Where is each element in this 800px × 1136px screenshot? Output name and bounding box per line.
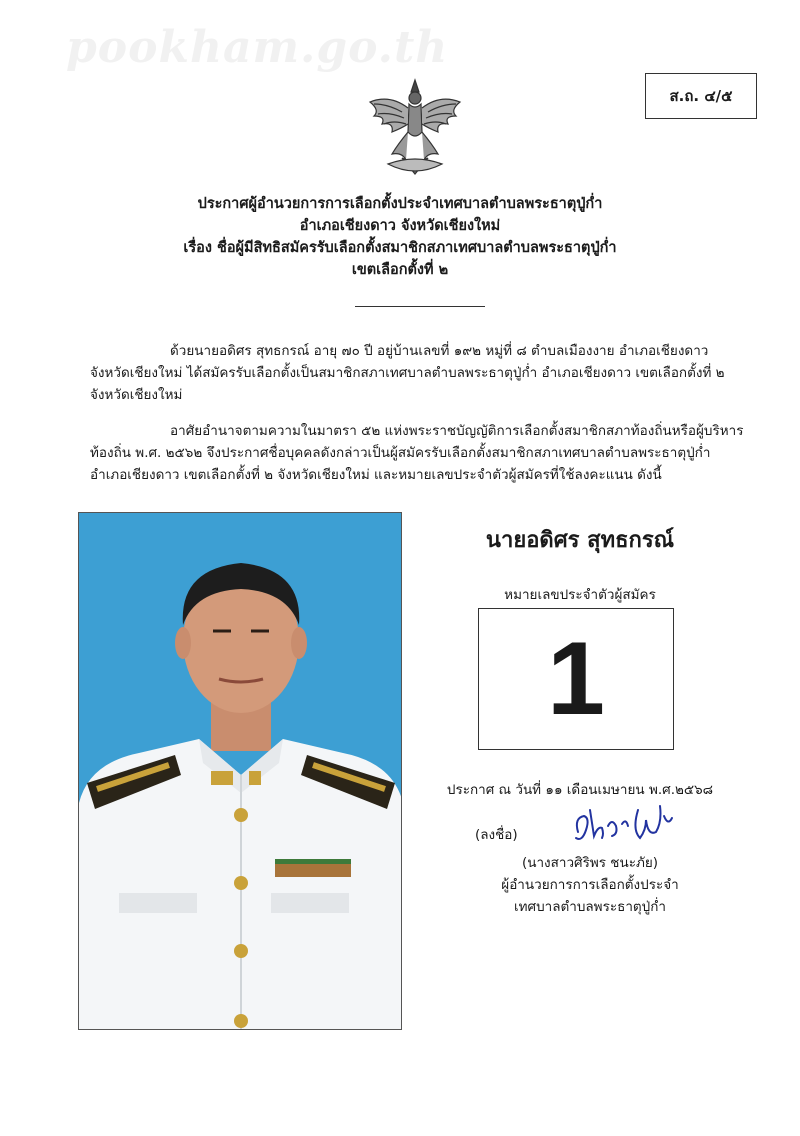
signature-label: (ลงชื่อ)	[475, 827, 518, 843]
candidate-number: 1	[547, 620, 605, 737]
signer-block	[470, 852, 710, 918]
form-code-box	[645, 73, 757, 119]
garuda-emblem-icon	[362, 74, 468, 180]
signer-name: (นางสาวศิริพร ชนะภัย)	[521, 855, 659, 871]
paragraph-legal-basis	[90, 420, 744, 486]
heading-line-4: เขตเลือกตั้งที่ ๒	[351, 262, 449, 278]
paragraph-1-line-3: จังหวัดเชียงใหม่	[90, 387, 183, 403]
paragraph-2-line-2: ท้องถิ่น พ.ศ. ๒๕๖๒ จึงประกาศชื่อบุคคลดังกล่าวเป็นผู้สมัครรับเลือกตั้งสมาชิกสภาเทศบาลตำบลพระธาตุปู่ก่ำ	[90, 445, 711, 461]
announcement-heading	[0, 193, 800, 281]
candidate-number-box	[478, 608, 674, 750]
candidate-photo	[78, 512, 402, 1030]
announcement-date: ประกาศ ณ วันที่ ๑๑ เดือนเมษายน พ.ศ.๒๕๖๘	[446, 782, 714, 798]
paragraph-1-line-1: ด้วยนายอดิศร สุทธกรณ์ อายุ ๗๐ ปี อยู่บ้านเลขที่ ๑๙๒ หมู่ที่ ๘ ตำบลเมืองงาย อำเภอเชียงดาว	[170, 343, 709, 359]
candidate-number-label: หมายเลขประจำตัวผู้สมัคร	[504, 587, 656, 603]
candidate-portrait-image	[79, 513, 402, 1030]
heading-line-1: ประกาศผู้อำนวยการการเลือกตั้งประจำเทศบาลตำบลพระธาตุปู่ก่ำ	[197, 196, 603, 212]
handwritten-signature	[568, 796, 678, 852]
paragraph-1-line-2: จังหวัดเชียงใหม่ ได้สมัครรับเลือกตั้งเป็นสมาชิกสภาเทศบาลตำบลพระธาตุปู่ก่ำ อำเภอเชียงดาว เขตเลือกตั้งที่ ๒	[90, 365, 725, 381]
heading-divider	[355, 306, 485, 307]
paragraph-2-line-3: อำเภอเชียงดาว เขตเลือกตั้งที่ ๒ จังหวัดเชียงใหม่ และหมายเลขประจำตัวผู้สมัครที่ใช้ลงคะแนน ดังนี้	[90, 467, 662, 483]
signer-title-line-2: เทศบาลตำบลพระธาตุปู่ก่ำ	[513, 899, 666, 915]
heading-line-2: อำเภอเชียงดาว จังหวัดเชียงใหม่	[299, 218, 501, 234]
candidate-name: นายอดิศร สุทธกรณ์	[485, 528, 675, 553]
paragraph-candidate-info	[90, 340, 730, 406]
signer-title-line-1: ผู้อำนวยการการเลือกตั้งประจำ	[501, 877, 679, 893]
watermark-text: pookham.go.th	[66, 22, 449, 73]
paragraph-2-line-1: อาศัยอำนาจตามความในมาตรา ๕๒ แห่งพระราชบัญญัติการเลือกตั้งสมาชิกสภาท้องถิ่นหรือผู้บริหาร	[170, 423, 744, 439]
form-code: ส.ถ. ๔/๕	[669, 87, 733, 105]
heading-line-3: เรื่อง ชื่อผู้มีสิทธิสมัครรับเลือกตั้งสมาชิกสภาเทศบาลตำบลพระธาตุปู่ก่ำ	[183, 240, 617, 256]
